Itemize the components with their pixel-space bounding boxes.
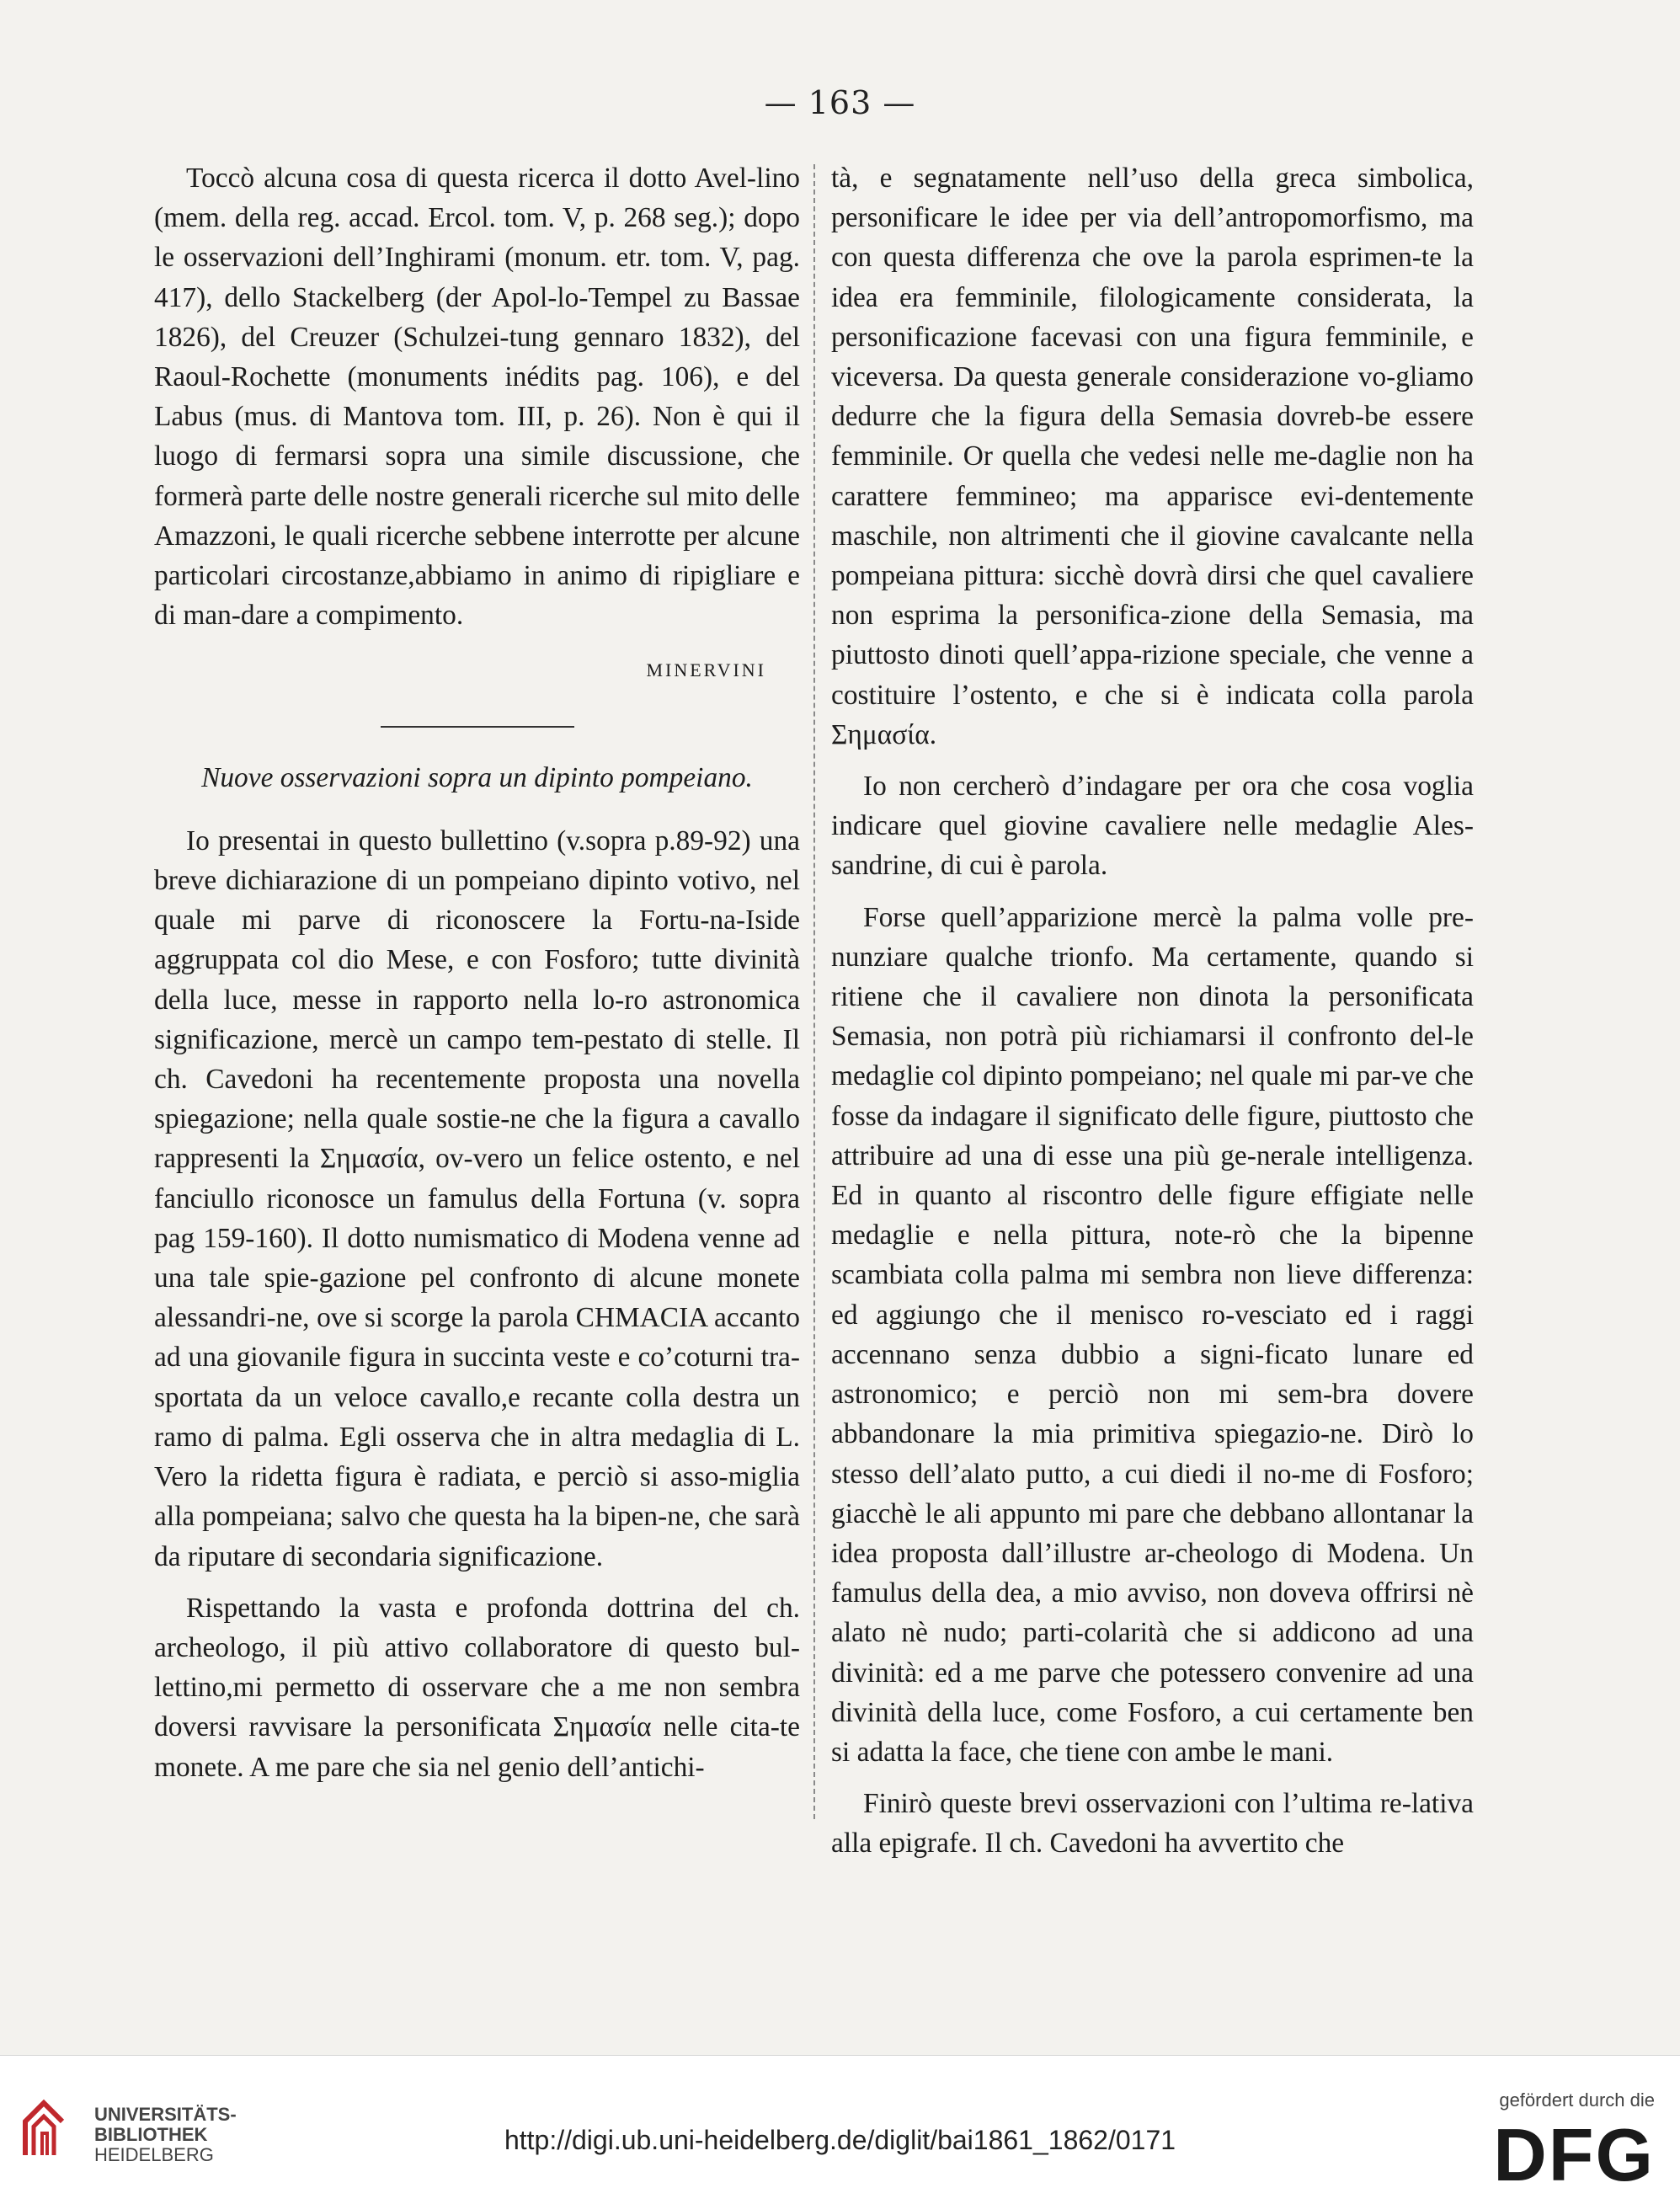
paragraph-left-3: Rispettando la vasta e profonda dottrina del ch. archeologo, il più attivo collaboratore di questo bul-lettino,mi permetto di osservare che a me non sembra doversi ravvisare la personificata Σημασία nelle cita-te monete. A me pare che sia nel genio dell’antichi- bbox=[154, 1592, 800, 1783]
paragraph-left-1: Toccò alcuna cosa di questa ricerca il dotto Avel-lino (mem. della reg. accad. Ercol. tom. V, p. 268 seg.); dopo le osservazioni dell’Inghirami (monum. etr. tom. V, pag. 417), dello Stackelberg (der Apol-lo-Tempel zu Bassae 1826), del Creuzer (Schulzei-tung gennaro 1832), del Raoul-Rochette (monuments inédits pag. 106), e del Labus (mus. di Mantova tom. III, p. 26). Non è qui il luogo di fermarsi sopra una simile discussione, che formerà parte delle nostre generali ricerche sul mito delle Amazzoni, le quali ricerche sebbene interrotte per alcune particolari circostanze,abbiamo in animo di ripigliare e di man-dare a compimento. bbox=[154, 163, 800, 632]
paragraph-left-2: Io presentai in questo bullettino (v.sopra p.89-92) una breve dichiarazione di un pompeiano dipinto votivo, nel quale mi parve di riconoscere la Fortu-na-Iside aggruppata col dio Mese, e con Fosforo; tutte divinità della luce, messe in rapporto nella lo-ro astronomica significazione, mercè un campo tem-pestato di stelle. Il ch. Cavedoni ha recentemente proposta una novella spiegazione; nella quale sostie-ne che la figura a cavallo rappresenti la Σημασία, ov-vero un felice ostento, e nel fanciullo riconosce un famulus della Fortuna (v. sopra pag 159-160). Il dotto numismatico di Modena venne ad una tale spie-gazione pel confronto di alcune monete alessandri-ne, ove si scorge la parola CHMACIA accanto ad una giovanile figura in succinta veste e co’coturni tra-sportata da un veloce cavallo,e recante colla destra un ramo di palma. Egli osserva che in altra medaglia di L. Vero la ridetta figura è radiata, e perciò si asso-miglia alla pompeiana; salvo che questa ha la bipen-ne, che sarà da riputare di secondaria significazione. bbox=[154, 824, 800, 1572]
right-column bbox=[831, 158, 1474, 1864]
funded-by-label: gefördert durch die bbox=[1499, 2089, 1655, 2111]
section-rule bbox=[381, 726, 574, 728]
paragraph-right-1: tà, e segnatamente nell’uso della greca simbolica, personificare le idee per via dell’antropomorfismo, ma con questa differenza che ove la parola esprimen-te la idea era femminile, filologicamente considerata, la personificazione facevasi con una figura femminile, e viceversa. Da questa generale considerazione vo-gliamo dedurre che la figura della Semasia dovreb-be essere femminile. Or quella che vedesi nelle me-daglie non ha carattere femmineo; ma apparisce evi-dentemente maschile, non altrimenti che il giovine cavalcante nella pompeiana pittura: sicchè dovrà dirsi che quel cavaliere non esprima la personifica-zione della Semasia, ma piuttosto dinoti quell’appa-rizione speciale, che venne a costituire l’ostento, e che si è indicata colla parola Σημασία. bbox=[831, 163, 1474, 750]
page-number: — 163 — bbox=[764, 84, 916, 121]
library-name-line-2: BIBLIOTHEK bbox=[94, 2124, 208, 2145]
library-name-line-1: UNIVERSITÄTS- bbox=[94, 2104, 237, 2125]
source-url-link[interactable]: http://digi.ub.uni-heidelberg.de/diglit/bai1861_1862/0171 bbox=[504, 2125, 1176, 2155]
section-title: Nuove osservazioni sopra un dipinto pompeiano. bbox=[201, 761, 753, 793]
paragraph-right-2: Io non cercherò d’indagare per ora che cosa voglia indicare quel giovine cavaliere nelle medaglie Ales-sandrine, di cui è parola. bbox=[831, 771, 1474, 882]
column-divider bbox=[813, 164, 815, 1819]
left-column bbox=[154, 158, 800, 1787]
footer-bar bbox=[0, 2055, 1680, 2204]
author-signature: MINERVINI bbox=[646, 659, 766, 681]
paragraph-right-3: Forse quell’apparizione mercè la palma volle pre-nunziare qualche trionfo. Ma certamente, quando si ritiene che il cavaliere non dinota la personificata Semasia, non potrà più richiamarsi il confronto del-le medaglie col dipinto pompeiano; nel quale mi par-ve che fosse da indagare il significato delle figure, piuttosto che attribuire ad una di esse una più ge-nerale intelligenza. Ed in quanto al riscontro delle figure effigiate nelle medaglie e nella pittura, note-rò che la bipenne scambiata colla palma mi sembra non lieve differenza: ed aggiungo che il menisco ro-vesciato ed i raggi accennano senza dubbio a signi-ficato lunare ed astronomico; e perciò non mi sem-bra dovere abbandonare la mia primitiva spiegazio-ne. Dirò lo stesso dell’alato putto, a cui diedi il no-me di Fosforo; giacchè le ali appunto mi pare che debbano allontanar la idea proposta dall’illustre ar-cheologo di Modena. Un famulus della dea, a mio avviso, non doveva offrirsi nè alato nè nudo; parti-colarità che si addicono ad una divinità: ed a me parve che potessero convenire ad una divinità della luce, come Fosforo, a cui certamente ben si adatta la face, che tiene con ambe le mani. bbox=[831, 901, 1474, 1768]
paragraph-right-4: Finirò queste brevi osservazioni con l’ultima re-lativa alla epigrafe. Il ch. Cavedoni ha avvertito che bbox=[831, 1788, 1474, 1860]
dfg-logo: DFG bbox=[1493, 2113, 1655, 2196]
library-name-line-3: HEIDELBERG bbox=[94, 2144, 214, 2165]
